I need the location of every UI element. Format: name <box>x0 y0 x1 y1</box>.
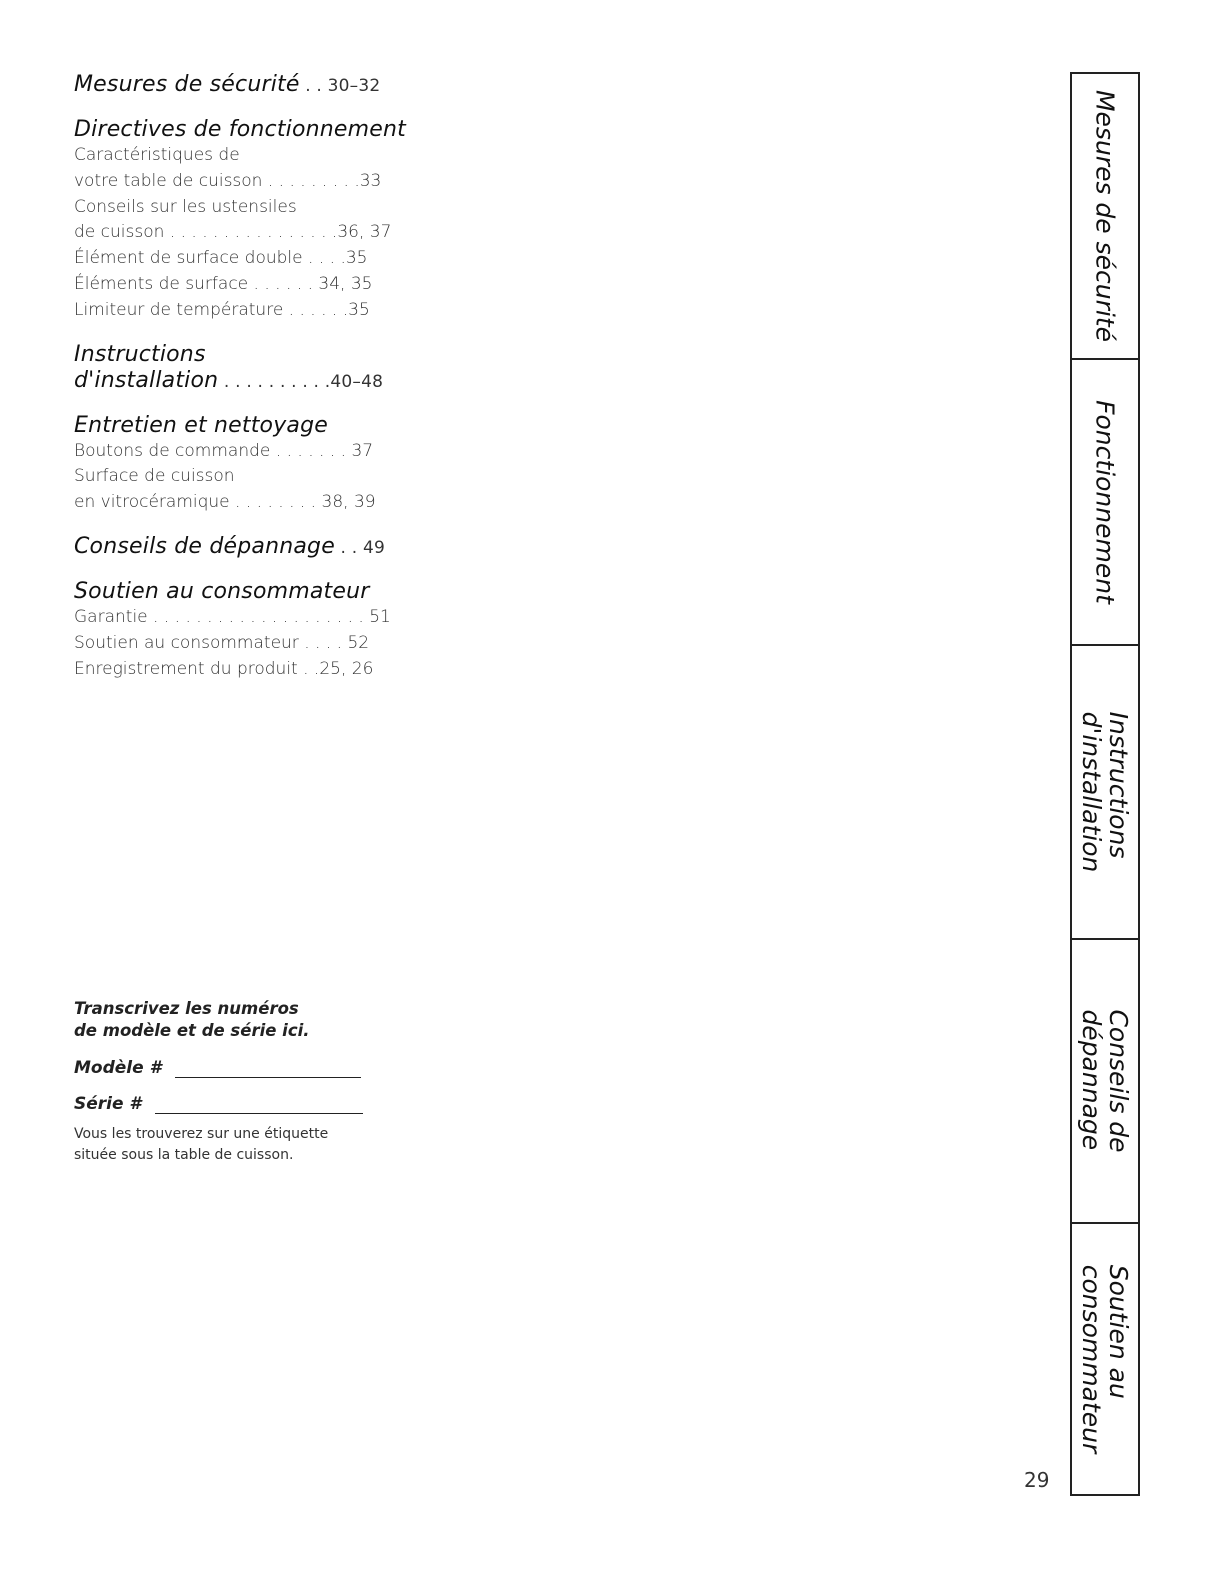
toc-heading-care[interactable]: Entretien et nettoyage <box>74 412 329 438</box>
toc-entry[interactable]: Enregistrement du produit . .25, 26 <box>74 658 374 679</box>
tab-safety[interactable] <box>1072 74 1138 360</box>
tab-safety-label: Mesures de sécurité <box>1090 89 1120 343</box>
toc-section-troubleshooting <box>74 534 414 561</box>
model-number-line[interactable] <box>175 1061 361 1078</box>
toc-heading-troubleshooting[interactable]: Conseils de dépannage . . 49 <box>74 533 386 559</box>
toc-section-safety <box>74 72 414 99</box>
record-note: Vous les trouverez sur une étiquette située sous la table de cuisson. <box>74 1126 329 1163</box>
toc-entry[interactable]: Élément de surface double . . . .35 <box>74 248 368 269</box>
table-of-contents <box>74 72 414 700</box>
toc-entry[interactable]: Éléments de surface . . . . . . 34, 35 <box>74 273 373 294</box>
serial-number-line[interactable] <box>155 1097 363 1114</box>
tab-installation-label: Instructions d'installation <box>1077 711 1133 873</box>
toc-entry[interactable]: votre table de cuisson . . . . . . . . .33 <box>74 170 382 191</box>
section-tabs <box>1070 72 1140 1496</box>
tab-operating-label: Fonctionnement <box>1090 400 1120 604</box>
tab-troubleshooting-label: Conseils de dépannage <box>1077 1009 1133 1153</box>
model-serial-record <box>74 998 374 1166</box>
toc-entry[interactable]: en vitrocéramique . . . . . . . . 38, 39 <box>74 492 376 513</box>
toc-heading-operating[interactable]: Directives de fonctionnement <box>74 117 406 142</box>
toc-section-operating <box>74 117 414 324</box>
tab-consumer-label: Soutien au consommateur <box>1077 1264 1133 1454</box>
toc-section-consumer <box>74 579 414 682</box>
toc-entry[interactable]: Conseils sur les ustensiles <box>74 196 297 217</box>
toc-heading-installation-line1[interactable]: Instructions <box>74 341 206 367</box>
tab-troubleshooting[interactable] <box>1072 940 1138 1224</box>
tab-installation[interactable] <box>1072 646 1138 940</box>
toc-heading-installation-line2[interactable]: d'installation . . . . . . . . . .40–48 <box>74 367 384 393</box>
toc-section-care <box>74 413 414 516</box>
tab-operating[interactable] <box>1072 360 1138 646</box>
serial-number-field <box>74 1088 374 1114</box>
toc-entry[interactable]: Garantie . . . . . . . . . . . . . . . . . . . . 51 <box>74 606 391 627</box>
toc-heading-safety[interactable]: Mesures de sécurité . . 30–32 <box>74 72 381 97</box>
record-heading: Transcrivez les numéros de modèle et de série ici. <box>74 999 310 1040</box>
toc-entry[interactable]: Surface de cuisson <box>74 466 235 487</box>
model-number-field <box>74 1052 374 1078</box>
toc-heading-consumer[interactable]: Soutien au consommateur <box>74 578 370 604</box>
toc-entry[interactable]: Limiteur de température . . . . . .35 <box>74 299 370 320</box>
toc-entry[interactable]: Soutien au consommateur . . . . 52 <box>74 632 370 653</box>
page-number: 29 <box>1024 1468 1050 1492</box>
toc-entry[interactable]: Caractéristiques de <box>74 145 240 165</box>
toc-section-installation <box>74 342 414 395</box>
serial-label: Série # <box>74 1094 142 1114</box>
toc-entry[interactable]: de cuisson . . . . . . . . . . . . . . . .36, 37 <box>74 222 392 243</box>
model-label: Modèle # <box>74 1058 162 1078</box>
tab-consumer[interactable] <box>1072 1224 1138 1494</box>
toc-entry[interactable]: Boutons de commande . . . . . . . 37 <box>74 440 374 461</box>
